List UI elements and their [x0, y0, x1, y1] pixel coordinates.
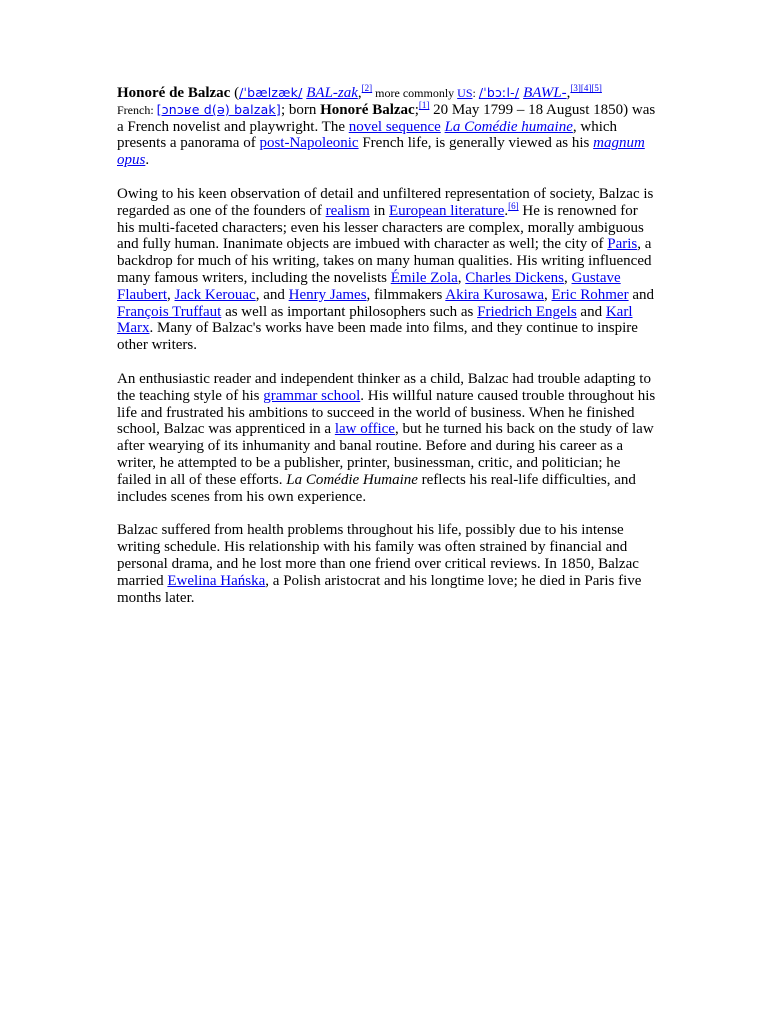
jack-kerouac-link[interactable]: Jack Kerouac [174, 286, 256, 303]
respelling-link-bawl[interactable]: BAWL- [523, 85, 567, 101]
ewelina-hanska-link[interactable]: Ewelina Hańska [167, 572, 266, 589]
citation-1-link[interactable]: [1] [418, 99, 430, 110]
birth-name: Honoré Balzac [320, 101, 415, 118]
post-napoleonic-link[interactable]: post-Napoleonic [259, 135, 359, 152]
karl-marx-link[interactable]: Karl Marx [117, 303, 633, 337]
charles-dickens-link[interactable]: Charles Dickens [465, 269, 565, 286]
magnum-opus-link[interactable]: magnum opus [117, 135, 645, 169]
ipa-link-french[interactable]: [ɔnɔʁe d(ə) balzak] [156, 101, 281, 117]
paragraph-legacy: Owing to his keen observation of detail and unfiltered representation of society, Balzac is regarded as one of the founders of realism in European literature.[6] He is renowned for his multi-faceted characters; even his lesser characters are complex, morally ambiguous and fully human. Inanimate objects are imbued with character as well; the city of Paris, a backdrop for much of his writing, takes on many human qualities. His writing influenced many famous writers, including the novelists Émile Zola, Charles Dickens, Gustave Flaubert, Jack Kerouac, and Henry James, filmmakers Akira Kurosawa, Eric Rohmer and François Truffaut as well as important philosophers such as Friedrich Engels and Karl Marx. Many of Balzac's works have been made into films, and they continue to inspire other writers. [117, 185, 654, 354]
comedie-humaine-title: La Comédie Humaine [286, 471, 418, 488]
ipa-link-us[interactable]: /ˈbɔːl-/ [478, 85, 520, 100]
gustave-flaubert-link[interactable]: Gustave Flaubert [117, 269, 621, 303]
citation-2-link[interactable]: [2] [361, 83, 373, 93]
citation-3-4-5-link[interactable]: [3][4][5] [570, 83, 602, 93]
european-literature-link[interactable]: European literature [389, 202, 505, 219]
henry-james-link[interactable]: Henry James [288, 286, 367, 303]
citation-6-link[interactable]: [6] [508, 200, 519, 211]
paragraph-early-life: An enthusiastic reader and independent thinker as a child, Balzac had trouble adapting to the teaching style of his grammar school. His willful nature caused trouble throughout his life and frustrated his ambitions to succeed in the world of business. When he finished school, Balzac was apprenticed in a law office, but he turned his back on the study of law after wearying of its inhumanity and banal routine. Before and during his career as a writer, he attempted to be a publisher, printer, businessman, critic, and politician; he failed in all of these efforts. La Comédie Humaine reflects his real-life difficulties, and includes scenes from his own experience. [117, 370, 656, 505]
akira-kurosawa-link[interactable]: Akira Kurosawa [445, 286, 545, 303]
respelling-link-balzak[interactable]: BAL-zak [306, 85, 358, 101]
realism-link[interactable]: realism [325, 202, 370, 219]
francois-truffaut-link[interactable]: François Truffaut [117, 303, 222, 320]
emile-zola-link[interactable]: Émile Zola [390, 269, 458, 286]
eric-rohmer-link[interactable]: Eric Rohmer [551, 286, 629, 303]
us-link[interactable]: US [457, 86, 473, 100]
novel-sequence-link[interactable]: novel sequence [348, 118, 441, 135]
paragraph-later-life: Balzac suffered from health problems throughout his life, possibly due to his intense writing schedule. His relationship with his family was often strained by financial and personal drama, and he lost more than one friend over critical reviews. In 1850, Balzac married Ewelina Hańska, a Polish aristocrat and his longtime love; he died in Paris five months later. [117, 522, 642, 606]
grammar-school-link[interactable]: grammar school [263, 387, 361, 404]
ipa-link-english[interactable]: /ˈbælzæk/ [239, 85, 303, 100]
paris-link[interactable]: Paris [607, 236, 638, 253]
comedie-humaine-link[interactable]: La Comédie humaine [444, 118, 573, 135]
subject-name: Honoré de Balzac [117, 85, 231, 101]
friedrich-engels-link[interactable]: Friedrich Engels [477, 303, 577, 320]
law-office-link[interactable]: law office [334, 421, 395, 438]
paragraph-intro: Honoré de Balzac (/ˈbælzæk/ BAL-zak,[2] more commonly US: /ˈbɔːl-/ BAWL-,[3][4][5] French: [ɔnɔʁe d(ə) balzak]; born Honoré Balzac;[1] 20 May 1799 – 18 August 1850) was a French novelist and playwright. The novel sequence La Comédie humaine, which presents a panorama of post-Napoleonic French life, is generally viewed as his magnum opus. [117, 83, 656, 169]
article-body [117, 85, 657, 623]
